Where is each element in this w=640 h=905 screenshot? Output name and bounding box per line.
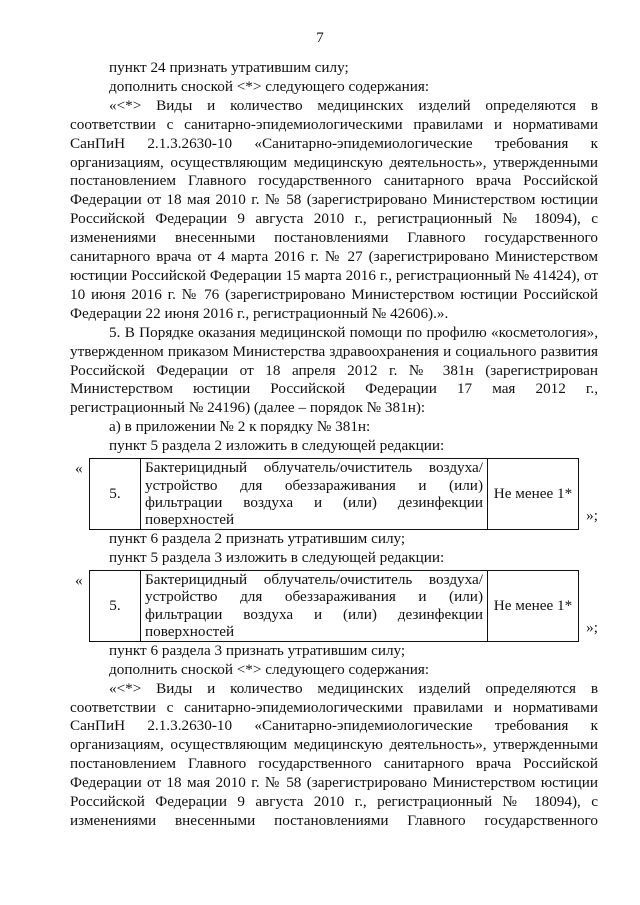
close-quote: »;: [586, 507, 598, 525]
row-description: Бактерицидный облучатель/очиститель воздуха/устройство для обеззараживания и (или) фильтрации воздуха и (или) дезинфекции поверхностей: [141, 570, 488, 641]
equipment-table-section-3: [89, 570, 579, 642]
row-description: Бактерицидный облучатель/очиститель воздуха/устройство для обеззараживания и (или) фильтрации воздуха и (или) дезинфекции поверхностей: [141, 459, 488, 530]
paragraph-footnote-text: «<*> Виды и количество медицинских изделий определяются в соответствии с санитарно-эпидемиологическими правилами и нормативами СанПиН 2.1.3.2630-10 «Санитарно-эпидемиологические требования к организациям, осуществляющим медицинскую деятельность», утвержденными постановлением Главного государственного санитарного врача Российской Федерации от 18 мая 2010 г. № 58 (зарегистрировано Министерством юстиции Российской Федерации 9 августа 2010 г., регистрационный № 18094), с изменениями внесенными постановлениями Главного государственного санитарного врача от 4 марта 2016 г. № 27 (зарегистрировано Министерством юстиции Российской Федерации 15 марта 2016 г., регистрационный № 41424), от 10 июня 2016 г. № 76 (зарегистрировано Министерством юстиции Российской Федерации 22 июня 2016 г., регистрационный № 42606).».: [70, 96, 598, 322]
equipment-table-section-3-wrap: [70, 570, 598, 642]
page-number: 7: [316, 30, 324, 46]
row-number: 5.: [90, 459, 141, 530]
table-row: [90, 570, 579, 641]
equipment-table-section-2: [89, 458, 579, 530]
paragraph-footnote-text-2: «<*> Виды и количество медицинских изделий определяются в соответствии с санитарно-эпидемиологическими правилами и нормативами СанПиН 2.1.3.2630-10 «Санитарно-эпидемиологические требования к организациям, осуществляющим медицинскую деятельность», утвержденными постановлением Главного государственного санитарного врача Российской Федерации от 18 мая 2010 г. № 58 (зарегистрировано Министерством юстиции Российской Федерации 9 августа 2010 г., регистрационный № 18094), с изменениями внесенными постановлениями Главного государственного: [70, 679, 598, 829]
paragraph-footnote-intro-2: дополнить сноской <*> следующего содержания:: [109, 660, 430, 678]
paragraph-item-24: пункт 24 признать утратившим силу;: [109, 59, 349, 76]
row-quantity: Не менее 1*: [488, 570, 579, 641]
paragraph-item-5-section-3: пункт 5 раздела 3 изложить в следующей редакции:: [109, 548, 445, 566]
paragraph-item-5-section-2: пункт 5 раздела 2 изложить в следующей редакции:: [109, 437, 445, 455]
paragraph-item-6-section-2: пункт 6 раздела 2 признать утратившим силу;: [109, 530, 406, 548]
close-quote: »;: [586, 618, 598, 636]
paragraph-footnote-intro: дополнить сноской <*> следующего содержания:: [109, 77, 430, 95]
open-quote: «: [75, 571, 83, 589]
equipment-table-section-2-wrap: [70, 458, 598, 530]
paragraph-appendix-2: а) в приложении № 2 к порядку № 381н:: [109, 418, 371, 436]
row-number: 5.: [90, 570, 141, 641]
paragraph-item-6-section-3: пункт 6 раздела 3 признать утратившим силу;: [109, 641, 406, 659]
row-quantity: Не менее 1*: [488, 459, 579, 530]
table-row: [90, 459, 579, 530]
document-body: [70, 59, 598, 831]
open-quote: «: [75, 460, 83, 478]
paragraph-section-5: 5. В Порядке оказания медицинской помощи по профилю «косметология», утвержденном приказом Министерства здравоохранения и социального развития Российской Федерации от 18 апреля 2012 г. № 381н (зарегистрирован Министерством юстиции Российской Федерации 17 мая 2012 г., регистрационный № 24196) (далее – порядок № 381н):: [70, 323, 598, 417]
